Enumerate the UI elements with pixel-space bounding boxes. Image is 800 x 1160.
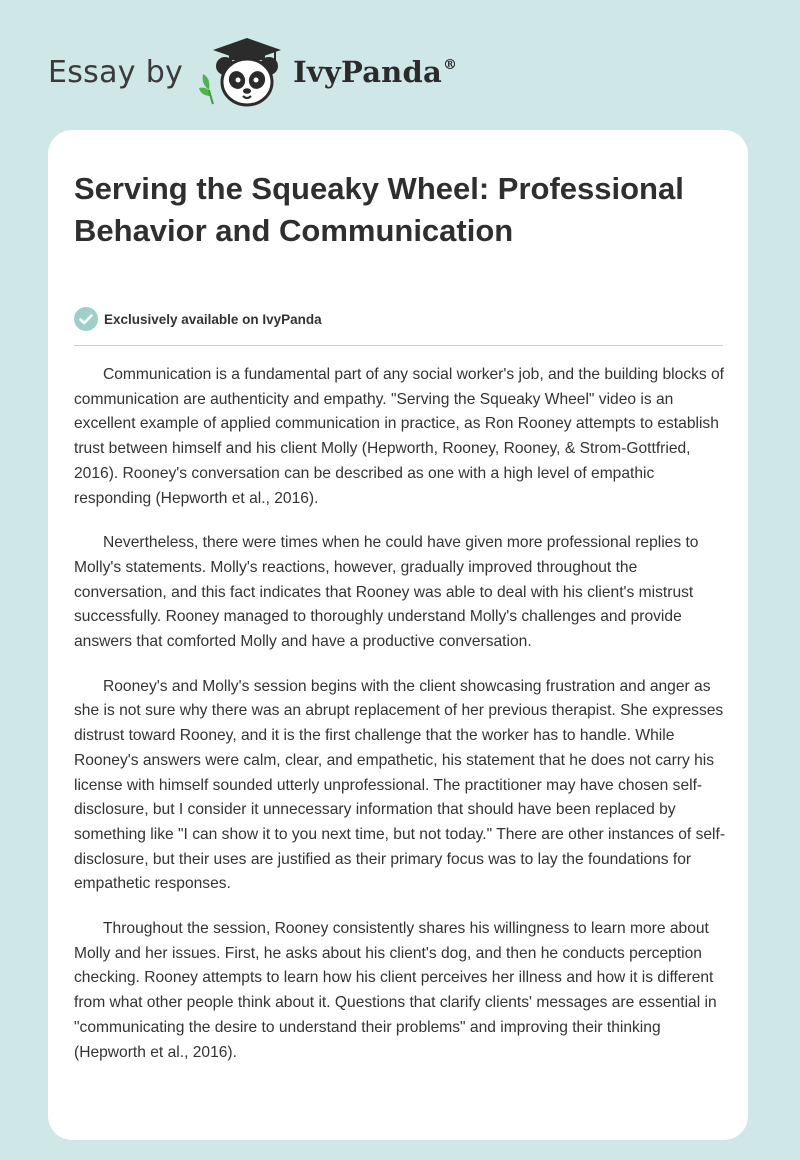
check-circle-icon <box>74 307 98 331</box>
essay-title: Serving the Squeaky Wheel: Professional Behavior and Communication <box>74 171 684 248</box>
exclusive-label: Exclusively available on IvyPanda <box>104 311 322 327</box>
brand-prefix: Essay by <box>48 54 184 90</box>
paragraph: Throughout the session, Rooney consistently shares his willingness to learn more about Molly and her issues. First, he asks about his client's dog, and then he conducts perception checking. Rooney attempts to learn how his client perceives her illness and how it is different from what other people think about it. Questions that clarify clients' messages are essential in "communicating the desire to understand their problems" and improving their thinking (Hepworth et al., 2016). <box>74 920 717 1061</box>
brand-name: IvyPanda® <box>293 55 458 89</box>
paragraph: Rooney's and Molly's session begins with the client showcasing frustration and anger as she is not sure why there was an abrupt replacement of her previous therapist. She expresses distrust toward Rooney, and it is the first challenge that the worker has to handle. While Rooney's answers were calm, clear, and empathetic, his statement that he does not carry his license with himself sounded utterly unprofessional. The practitioner may have chosen self-disclosure, but I consider it unnecessary information that should have been replaced by something like "I can show it to you next time, but not today." There are other instances of self-disclosure, but their uses are justified as their primary focus was to lay the foundations for empathetic responses. <box>74 677 726 893</box>
essay-card <box>48 130 748 1140</box>
paragraph: Nevertheless, there were times when he could have given more professional replies to Molly's statements. Molly's reactions, however, gradually improved throughout the conversation, and this fact indicates that Rooney was able to deal with his client's mistrust successfully. Rooney managed to thoroughly understand Molly's challenges and provide answers that comforted Molly and have a productive conversation. <box>74 534 699 651</box>
paragraph: Communication is a fundamental part of any social worker's job, and the building blocks of communication are authenticity and empathy. "Serving the Squeaky Wheel" video is an excellent example of applied communication in practice, as Ron Rooney attempts to establish trust between himself and his client Molly (Hepworth, Rooney, Rooney, & Strom-Gottfried, 2016). Rooney's conversation can be described as one with a high level of empathic responding (Hepworth et al., 2016). <box>74 366 724 507</box>
divider <box>74 345 723 346</box>
brand-header <box>48 36 457 108</box>
essay-body <box>74 363 726 1085</box>
exclusive-badge <box>74 307 322 331</box>
registered-mark: ® <box>442 57 458 73</box>
panda-logo-icon <box>195 36 287 108</box>
